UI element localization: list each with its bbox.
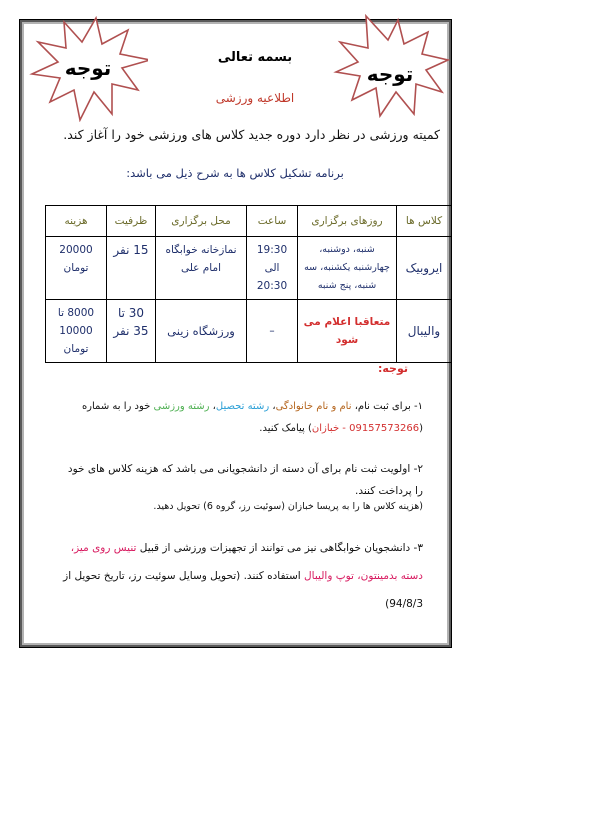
note1-sport: رشته ورزشی bbox=[153, 401, 210, 412]
note1-sep: ، bbox=[272, 401, 276, 412]
header-class: کلاس ها bbox=[397, 206, 452, 237]
attention-label-right: توجه bbox=[366, 62, 414, 86]
intro-paragraph: کمیته ورزشی در نظر دارد دوره جدید کلاس های ورزشی خود را آغاز کند. bbox=[63, 127, 440, 142]
attention-badge-right bbox=[330, 14, 450, 120]
note1-field: رشته تحصیل bbox=[215, 401, 270, 412]
basmala-title: بسمه تعالی bbox=[217, 50, 293, 65]
note1-name: نام و نام خانوادگی bbox=[275, 401, 352, 412]
cell-location: نمازخانه خوابگاه امام علی bbox=[156, 237, 247, 300]
note-2b: (هزینه کلاس ها را به پریسا خبازان (سوئیت رز، گروه 6) تحویل دهید. bbox=[153, 501, 423, 512]
note1-middle: خود را به شماره ( bbox=[81, 401, 423, 434]
table-header-row bbox=[46, 206, 452, 237]
cell-capacity: 15 نفر bbox=[107, 237, 156, 300]
cell-time: – bbox=[247, 300, 298, 363]
class-schedule-table bbox=[45, 205, 452, 363]
note-1 bbox=[58, 396, 423, 440]
cell-cost: 8000 تا 10000 تومان bbox=[46, 300, 107, 363]
cell-days: شنبه، دوشنبه، چهارشنبه یکشنبه، سه شنبه، پنج شنبه bbox=[298, 237, 397, 300]
header-cost: هزینه bbox=[46, 206, 107, 237]
note-2: ۲- اولویت ثبت نام برای آن دسته از دانشجویانی می باشد که هزینه کلاس های خود را پرداخت کنند. bbox=[67, 463, 423, 497]
cell-cost: 20000 تومان bbox=[46, 237, 107, 300]
table-row bbox=[46, 237, 452, 300]
cell-class: والیبال bbox=[397, 300, 452, 363]
header-days: روزهای برگزاری bbox=[298, 206, 397, 237]
header-time: ساعت bbox=[247, 206, 298, 237]
note1-suffix: ) پیامک کنید. bbox=[259, 423, 312, 434]
attention-label-left: توجه bbox=[64, 56, 112, 80]
table-row bbox=[46, 300, 452, 363]
note1-sep: ، bbox=[212, 401, 216, 412]
cell-class: ایروبیک bbox=[397, 237, 452, 300]
cell-location: ورزشگاه زینی bbox=[156, 300, 247, 363]
header-location: محل برگزاری bbox=[156, 206, 247, 237]
note1-prefix: ۱- برای ثبت نام، bbox=[354, 401, 423, 412]
note3-equipment: تنیس روی میز، دسته بدمینتون، توپ والیبال bbox=[70, 542, 423, 582]
note3-prefix: ۳- دانشجویان خوابگاهی نیز می توانند از تجهیزات ورزشی از قبیل bbox=[139, 542, 423, 554]
attention-badge-left bbox=[28, 16, 148, 122]
note3-suffix: استفاده کنند. (تحویل وسایل سوئیت رز، تاریخ تحویل از 94/8/3) bbox=[63, 570, 423, 610]
cell-time: 19:30 الی 20:30 bbox=[247, 237, 298, 300]
cell-capacity: 30 تا 35 نفر bbox=[107, 300, 156, 363]
schedule-heading: برنامه تشکیل کلاس ها به شرح ذیل می باشد: bbox=[126, 166, 344, 180]
note1-phone: 09157573266 - خبازان bbox=[311, 423, 420, 434]
cell-days: متعاقبا اعلام می شود bbox=[298, 300, 397, 363]
note-3 bbox=[58, 534, 423, 618]
notes-title: توجه: bbox=[377, 362, 408, 375]
header-capacity: ظرفیت bbox=[107, 206, 156, 237]
notice-title: اطلاعیه ورزشی bbox=[215, 91, 295, 105]
